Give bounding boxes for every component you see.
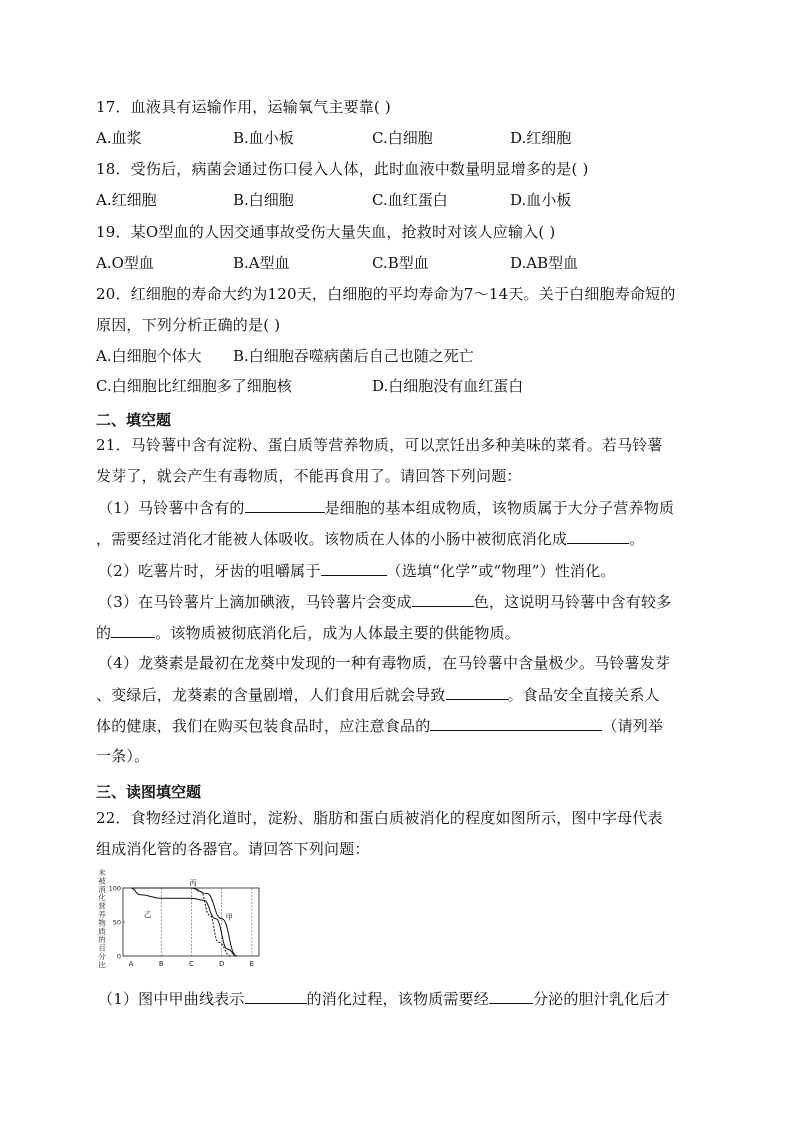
ylabel-char: 养 xyxy=(98,910,106,919)
q21-part3-line2 xyxy=(96,622,520,643)
q21-blank-1[interactable] xyxy=(245,497,325,513)
ylabel-char: 化 xyxy=(98,893,106,903)
q21-part4-line1: （4）龙葵素是最初在龙葵中发现的一种有毒物质，在马铃薯中含量极少。马铃薯发芽 xyxy=(98,654,671,672)
q22-part1-text-b: 的消化过程，该物质需要经 xyxy=(306,990,489,1008)
q21-part4-text-d: 体的健康，我们在购买包装食品时，应注意食品的 xyxy=(96,717,431,735)
q21-intro-line1: 21．马铃薯中含有淀粉、蛋白质等营养物质，可以烹饪出多种美味的菜肴。若马铃薯 xyxy=(96,436,663,454)
q20-stem-line2: 原因，下列分析正确的是( ) xyxy=(96,316,281,334)
q21-part1-line2 xyxy=(96,528,644,549)
q19-option-d[interactable]: D.AB型血 xyxy=(510,254,579,272)
chart-x-ticks xyxy=(129,960,255,968)
q22-part1-text-c: 分泌的胆汁乳化后才 xyxy=(532,990,670,1008)
ylabel-char: 营 xyxy=(98,901,106,911)
q21-blank-7[interactable] xyxy=(430,715,602,731)
q22-part1-line xyxy=(98,988,670,1009)
q21-part4-line2 xyxy=(96,684,660,705)
x-tick-label: A xyxy=(128,960,134,968)
q21-part4-line3 xyxy=(96,715,663,736)
x-tick-label: C xyxy=(188,960,194,968)
ylabel-char: 物 xyxy=(98,918,106,928)
q21-blank-5[interactable] xyxy=(111,622,155,638)
q21-part4-line4: 一条）。 xyxy=(96,747,150,765)
q17-option-b[interactable]: B.血小板 xyxy=(233,129,294,147)
q17-option-a[interactable]: A.血浆 xyxy=(96,129,142,147)
ylabel-char: 被 xyxy=(98,876,106,886)
ylabel-char: 分 xyxy=(98,952,106,961)
q21-blank-3[interactable] xyxy=(321,560,387,576)
q22-intro-line1: 22．食物经过消化道时，淀粉、脂肪和蛋白质被消化的程度如图所示，图中字母代表 xyxy=(96,809,663,827)
q21-blank-2[interactable] xyxy=(567,528,629,544)
q18-option-a[interactable]: A.红细胞 xyxy=(96,191,157,209)
q21-part3-line1 xyxy=(98,591,671,612)
q18-option-c[interactable]: C.血红蛋白 xyxy=(372,191,448,209)
ylabel-char: 的 xyxy=(98,935,106,945)
q20-option-b[interactable]: B.白细胞吞噬病菌后自己也随之死亡 xyxy=(233,347,474,365)
q22-blank-2[interactable] xyxy=(489,988,533,1004)
q21-part1-text-c: ，需要经过消化才能被人体吸收。该物质在人体的小肠中被彻底消化成 xyxy=(96,530,568,548)
q17-option-c[interactable]: C.白细胞 xyxy=(372,129,433,147)
x-tick-label: D xyxy=(218,960,225,968)
q19-stem: 19．某O型血的人因交通事故受伤大量失血，抢救时对该人应输入( ) xyxy=(96,223,556,241)
q18-option-b[interactable]: B.白细胞 xyxy=(233,191,294,209)
ylabel-char: 百 xyxy=(98,943,106,953)
q21-part1-text-d: 。 xyxy=(629,530,645,548)
q21-part2-text-b: （选填“化学”或“物理”）性消化。 xyxy=(386,562,616,580)
q21-part3-text-d: 。该物质被彻底消化后，成为人体最主要的供能物质。 xyxy=(155,624,521,642)
q21-part1-text-a: （1）马铃薯中含有的 xyxy=(98,499,245,517)
q18-option-d[interactable]: D.血小板 xyxy=(510,191,572,209)
ylabel-char: 消 xyxy=(98,884,106,894)
q18-stem: 18．受伤后，病菌会通过伤口侵入人体，此时血液中数量明显增多的是( ) xyxy=(96,160,589,178)
q20-stem-line1: 20．红细胞的寿命大约为120天，白细胞的平均寿命为7～14天。关于白细胞寿命短的 xyxy=(96,285,676,303)
q17-option-d[interactable]: D.红细胞 xyxy=(510,129,572,147)
series-label-甲: 甲 xyxy=(225,912,233,922)
chart-series xyxy=(131,879,237,956)
q21-part4-text-e: （请列举 xyxy=(602,717,664,735)
q21-part4-text-c: 。食品安全直接关系人 xyxy=(507,686,660,704)
q22-part1-text-a: （1）图中甲曲线表示 xyxy=(98,990,245,1008)
q21-part2-line xyxy=(98,560,616,581)
x-tick-label: E xyxy=(249,960,255,968)
ylabel-char: 未 xyxy=(98,868,106,877)
series-label-丙: 丙 xyxy=(189,878,197,888)
q21-blank-4[interactable] xyxy=(412,591,474,607)
chart-ylabel xyxy=(98,868,106,969)
x-tick-label: B xyxy=(158,960,164,968)
q21-blank-6[interactable] xyxy=(446,684,508,700)
q21-part1-text-b: 是细胞的基本组成物质，该物质属于大分子营养物质 xyxy=(324,499,675,517)
y-tick-label: 0 xyxy=(116,952,121,961)
y-tick-label: 100 xyxy=(108,884,121,893)
q19-option-b[interactable]: B.A型血 xyxy=(233,254,290,272)
section-diagram-heading: 三、读图填空题 xyxy=(96,783,202,801)
q20-option-a[interactable]: A.白细胞个体大 xyxy=(96,347,202,365)
digestion-chart xyxy=(96,868,266,976)
ylabel-char: 比 xyxy=(98,960,106,970)
y-tick-label: 50 xyxy=(112,918,121,927)
q22-intro-line2: 组成消化管的各器官。请回答下列问题： xyxy=(96,840,370,858)
chart-y-ticks xyxy=(109,885,125,961)
q22-blank-1[interactable] xyxy=(245,988,307,1004)
series-label-乙: 乙 xyxy=(143,909,152,919)
q17-stem: 17．血液具有运输作用，运输氧气主要靠( ) xyxy=(96,98,391,116)
q21-intro-line2: 发芽了，就会产生有毒物质，不能再食用了。请回答下列问题： xyxy=(96,467,522,485)
ylabel-char: 质 xyxy=(98,926,106,936)
q20-option-d[interactable]: D.白细胞没有血红蛋白 xyxy=(372,377,524,395)
q19-option-c[interactable]: C.B型血 xyxy=(372,254,429,272)
q21-part4-text-b: 、变绿后，龙葵素的含量剧增，人们食用后就会导致 xyxy=(96,686,446,704)
section-fill-in-heading: 二、填空题 xyxy=(96,411,172,429)
series-line-乙 xyxy=(131,888,237,956)
q21-part3-text-c: 的 xyxy=(96,624,112,642)
q21-part3-text-b: 色，这说明马铃薯中含有较多 xyxy=(473,593,672,611)
q20-option-c[interactable]: C.白细胞比红细胞多了细胞核 xyxy=(96,377,292,395)
q21-part3-text-a: （3）在马铃薯片上滴加碘液，马铃薯片会变成 xyxy=(98,593,412,611)
q19-option-a[interactable]: A.O型血 xyxy=(96,254,154,272)
q21-part2-text-a: （2）吃薯片时，牙齿的咀嚼属于 xyxy=(98,562,321,580)
q21-part1-line1 xyxy=(98,497,674,518)
